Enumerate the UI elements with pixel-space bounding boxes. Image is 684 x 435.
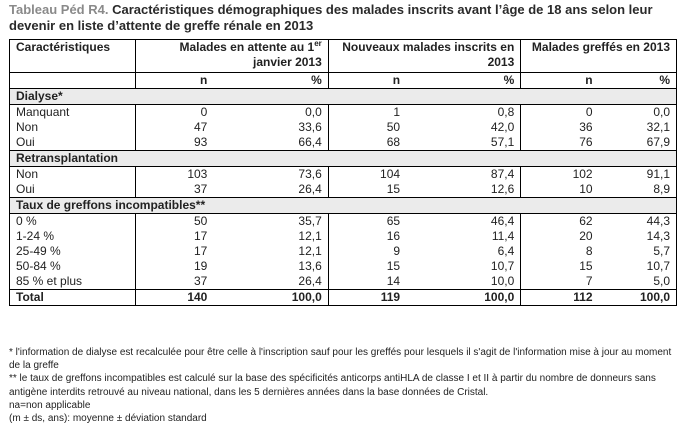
cell-percent: 12,6 bbox=[406, 182, 521, 198]
cell-count: 103 bbox=[187, 167, 208, 181]
table-row bbox=[10, 259, 677, 274]
cell-count: 102 bbox=[572, 167, 593, 181]
cell-percent: 12,1 bbox=[213, 244, 328, 259]
table-title-lead: Tableau Péd R4. bbox=[9, 2, 109, 17]
cell-count: 9 bbox=[393, 244, 401, 258]
cell-percent: 12,1 bbox=[213, 229, 328, 244]
row-label: 25-49 % bbox=[10, 244, 136, 259]
cell-percent: 14,3 bbox=[599, 229, 677, 244]
section-title: Dialyse* bbox=[10, 89, 677, 105]
table-row bbox=[10, 274, 677, 290]
table-title-text: Caractéristiques démographiques des malades inscrits avant l’âge de 18 ans selon leur devenir en liste d’attente de greffe rénale en 2013 bbox=[9, 2, 653, 33]
cell-count: 0 bbox=[585, 105, 593, 119]
cell-percent: 42,0 bbox=[406, 120, 521, 135]
cell-percent: 5,0 bbox=[599, 274, 677, 290]
cell-count: 0 bbox=[200, 105, 208, 119]
section-row bbox=[10, 89, 677, 105]
cell-percent: 35,7 bbox=[213, 214, 328, 230]
cell-count: 15 bbox=[386, 182, 401, 196]
cell-count: 65 bbox=[386, 214, 401, 228]
section-row bbox=[10, 198, 677, 214]
table-row bbox=[10, 214, 677, 230]
cell-count: 1 bbox=[393, 105, 401, 119]
cell-percent: 32,1 bbox=[599, 120, 677, 135]
cell-percent: 10,0 bbox=[406, 274, 521, 290]
cell-percent: 26,4 bbox=[213, 182, 328, 198]
total-label: Total bbox=[10, 290, 136, 306]
section-row bbox=[10, 151, 677, 167]
cell-count: 17 bbox=[194, 244, 208, 258]
footnote-mean: (m ± ds, ans): moyenne ± déviation standard bbox=[9, 413, 207, 425]
unit-row bbox=[10, 73, 677, 89]
cell-percent: 26,4 bbox=[213, 274, 328, 290]
cell-percent: 44,3 bbox=[599, 214, 677, 230]
cell-percent: 11,4 bbox=[406, 229, 521, 244]
row-label: Oui bbox=[10, 182, 136, 198]
cell-percent: 87,4 bbox=[406, 167, 521, 183]
row-label: 85 % et plus bbox=[10, 274, 136, 290]
total-count: 119 bbox=[328, 290, 406, 306]
total-count: 140 bbox=[135, 290, 213, 306]
cell-count: 8 bbox=[585, 244, 593, 258]
table-row bbox=[10, 167, 677, 183]
cell-count: 37 bbox=[194, 182, 208, 196]
cell-count: 50 bbox=[194, 214, 208, 228]
cell-percent: 73,6 bbox=[213, 167, 328, 183]
cell-count: 15 bbox=[579, 259, 593, 273]
total-percent: 100,0 bbox=[213, 290, 328, 306]
cell-count: 10 bbox=[579, 182, 593, 196]
cell-percent: 33,6 bbox=[213, 120, 328, 135]
header-col1-a: Malades en attente au 1 bbox=[179, 40, 315, 54]
header-col1 bbox=[135, 40, 328, 73]
cell-percent: 91,1 bbox=[599, 167, 677, 183]
row-label: Oui bbox=[10, 135, 136, 151]
unit-empty bbox=[10, 73, 136, 89]
section-title: Retransplantation bbox=[10, 151, 677, 167]
cell-count: 19 bbox=[194, 259, 208, 273]
header-col3: Malades greffés en 2013 bbox=[521, 40, 677, 73]
cell-percent: 0,0 bbox=[213, 105, 328, 121]
cell-count: 16 bbox=[386, 229, 401, 243]
header-col2: Nouveaux malades inscrits en 2013 bbox=[328, 40, 521, 73]
row-label: 50-84 % bbox=[10, 259, 136, 274]
table-row bbox=[10, 182, 677, 198]
cell-percent: 5,7 bbox=[599, 244, 677, 259]
unit-n-3: n bbox=[521, 73, 599, 89]
cell-percent: 0,8 bbox=[406, 105, 521, 121]
row-label: Non bbox=[10, 120, 136, 135]
cell-percent: 13,6 bbox=[213, 259, 328, 274]
unit-pct-3: % bbox=[599, 73, 677, 89]
cell-count: 36 bbox=[579, 120, 593, 134]
row-label: 0 % bbox=[10, 214, 136, 230]
cell-percent: 46,4 bbox=[406, 214, 521, 230]
header-col1-sup: er bbox=[314, 39, 322, 48]
cell-count: 47 bbox=[194, 120, 208, 134]
footnote-greffons: ** le taux de greffons incompatibles est calculé sur la base des spécificités anticorps antiHLA de classe I et II à partir du nombre de donneurs sans antigène interdits retrouvé au niveau national, dans les 5 dernières années dans la base données de Cristal. bbox=[9, 373, 656, 398]
cell-count: 37 bbox=[194, 274, 208, 288]
cell-count: 93 bbox=[194, 135, 208, 149]
cell-count: 20 bbox=[579, 229, 593, 243]
cell-count: 68 bbox=[386, 135, 401, 149]
total-percent: 100,0 bbox=[406, 290, 521, 306]
cell-count: 17 bbox=[194, 229, 208, 243]
unit-n-1: n bbox=[135, 73, 213, 89]
data-table bbox=[9, 39, 677, 306]
cell-percent: 67,9 bbox=[599, 135, 677, 151]
footnote-na: na=non applicable bbox=[9, 399, 91, 411]
table-row bbox=[10, 229, 677, 244]
table-row bbox=[10, 105, 677, 121]
unit-pct-2: % bbox=[406, 73, 521, 89]
cell-count: 15 bbox=[386, 259, 401, 273]
table-title bbox=[9, 2, 677, 34]
row-label: 1-24 % bbox=[10, 229, 136, 244]
total-row bbox=[10, 290, 677, 306]
cell-count: 14 bbox=[386, 274, 401, 288]
footnotes bbox=[9, 346, 677, 425]
cell-count: 7 bbox=[585, 274, 593, 288]
cell-percent: 10,7 bbox=[406, 259, 521, 274]
total-count: 112 bbox=[521, 290, 599, 306]
cell-count: 50 bbox=[386, 120, 401, 134]
cell-percent: 0,0 bbox=[599, 105, 677, 121]
cell-count: 62 bbox=[579, 214, 593, 228]
footnote-dialyse: * l'information de dialyse est recalculée pour être celle à l'inscription sauf pour les greffés pour lesquels il s'agit de l'information mise à jour au moment de la greffe bbox=[9, 347, 672, 372]
header-characteristics: Caractéristiques bbox=[10, 40, 136, 73]
row-label: Non bbox=[10, 167, 136, 183]
cell-percent: 66,4 bbox=[213, 135, 328, 151]
unit-n-2: n bbox=[328, 73, 406, 89]
cell-percent: 6,4 bbox=[406, 244, 521, 259]
table-row bbox=[10, 120, 677, 135]
cell-count: 104 bbox=[380, 167, 401, 181]
section-title: Taux de greffons incompatibles** bbox=[10, 198, 677, 214]
unit-pct-1: % bbox=[213, 73, 328, 89]
header-col1-b: janvier 2013 bbox=[253, 55, 322, 69]
cell-percent: 57,1 bbox=[406, 135, 521, 151]
cell-percent: 10,7 bbox=[599, 259, 677, 274]
table-row bbox=[10, 244, 677, 259]
row-label: Manquant bbox=[10, 105, 136, 121]
cell-percent: 8,9 bbox=[599, 182, 677, 198]
total-percent: 100,0 bbox=[599, 290, 677, 306]
cell-count: 76 bbox=[579, 135, 593, 149]
table-row bbox=[10, 135, 677, 151]
